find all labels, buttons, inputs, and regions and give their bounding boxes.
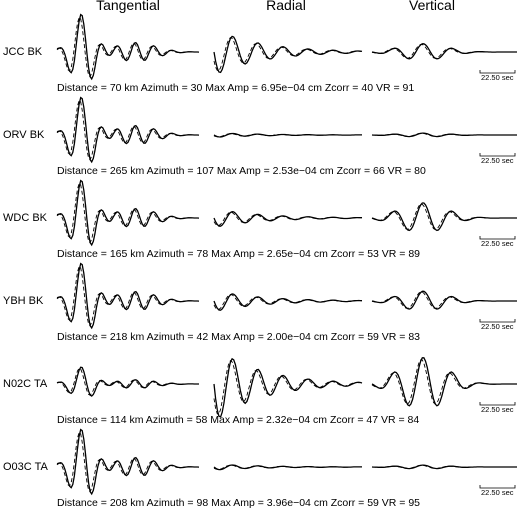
station-info: Distance = 165 km Azimuth = 78 Max Amp = 2.65e−04 cm Zcorr = 53 VR = 89 bbox=[57, 248, 421, 260]
station-row bbox=[3, 98, 517, 177]
header-tangential: Tangential bbox=[96, 0, 160, 13]
header-radial: Radial bbox=[266, 0, 306, 13]
station-label: WDC BK bbox=[3, 212, 47, 224]
observed-trace bbox=[214, 294, 362, 310]
observed-trace bbox=[57, 181, 199, 245]
time-scale-label: 22.50 sec bbox=[481, 239, 514, 248]
observed-trace bbox=[214, 36, 362, 72]
station-info: Distance = 208 km Azimuth = 98 Max Amp = 3.96e−04 cm Zcorr = 59 VR = 95 bbox=[57, 497, 421, 509]
synthetic-trace bbox=[372, 44, 517, 58]
observed-trace bbox=[57, 264, 199, 328]
observed-trace bbox=[214, 465, 362, 470]
synthetic-trace bbox=[372, 360, 517, 404]
observed-trace bbox=[214, 359, 362, 417]
station-label: ORV BK bbox=[3, 129, 45, 141]
station-row bbox=[3, 264, 517, 343]
header-vertical: Vertical bbox=[409, 0, 455, 13]
time-scale-label: 22.50 sec bbox=[481, 488, 514, 497]
time-scale-label: 22.50 sec bbox=[481, 405, 514, 414]
time-scale-label: 22.50 sec bbox=[481, 156, 514, 165]
column-headers bbox=[96, 0, 455, 13]
time-scale-label: 22.50 sec bbox=[481, 73, 514, 82]
station-row bbox=[3, 181, 517, 260]
station-info: Distance = 265 km Azimuth = 107 Max Amp = 2.53e−04 cm Zcorr = 66 VR = 80 bbox=[57, 165, 426, 177]
synthetic-trace bbox=[372, 204, 517, 229]
station-info: Distance = 218 km Azimuth = 42 Max Amp = 2.00e−04 cm Zcorr = 59 VR = 83 bbox=[57, 331, 421, 343]
observed-trace bbox=[57, 98, 199, 162]
observed-trace bbox=[57, 430, 199, 494]
station-label: YBH BK bbox=[3, 295, 44, 307]
observed-trace bbox=[57, 15, 199, 79]
station-label: N02C TA bbox=[3, 378, 48, 390]
station-info: Distance = 70 km Azimuth = 30 Max Amp = 6.95e−04 cm Zcorr = 40 VR = 91 bbox=[57, 82, 415, 94]
station-row bbox=[3, 358, 517, 426]
station-label: O03C TA bbox=[3, 461, 48, 473]
synthetic-trace bbox=[372, 292, 517, 309]
station-row bbox=[3, 430, 517, 509]
observed-trace bbox=[372, 358, 517, 406]
station-label: JCC BK bbox=[3, 46, 43, 58]
observed-trace bbox=[57, 367, 199, 396]
station-info: Distance = 114 km Azimuth = 58 Max Amp = 2.32e−04 cm Zcorr = 47 VR = 84 bbox=[57, 414, 420, 426]
station-row bbox=[3, 15, 517, 94]
time-scale-label: 22.50 sec bbox=[481, 322, 514, 331]
observed-trace bbox=[214, 212, 362, 227]
station-rows bbox=[3, 15, 517, 509]
